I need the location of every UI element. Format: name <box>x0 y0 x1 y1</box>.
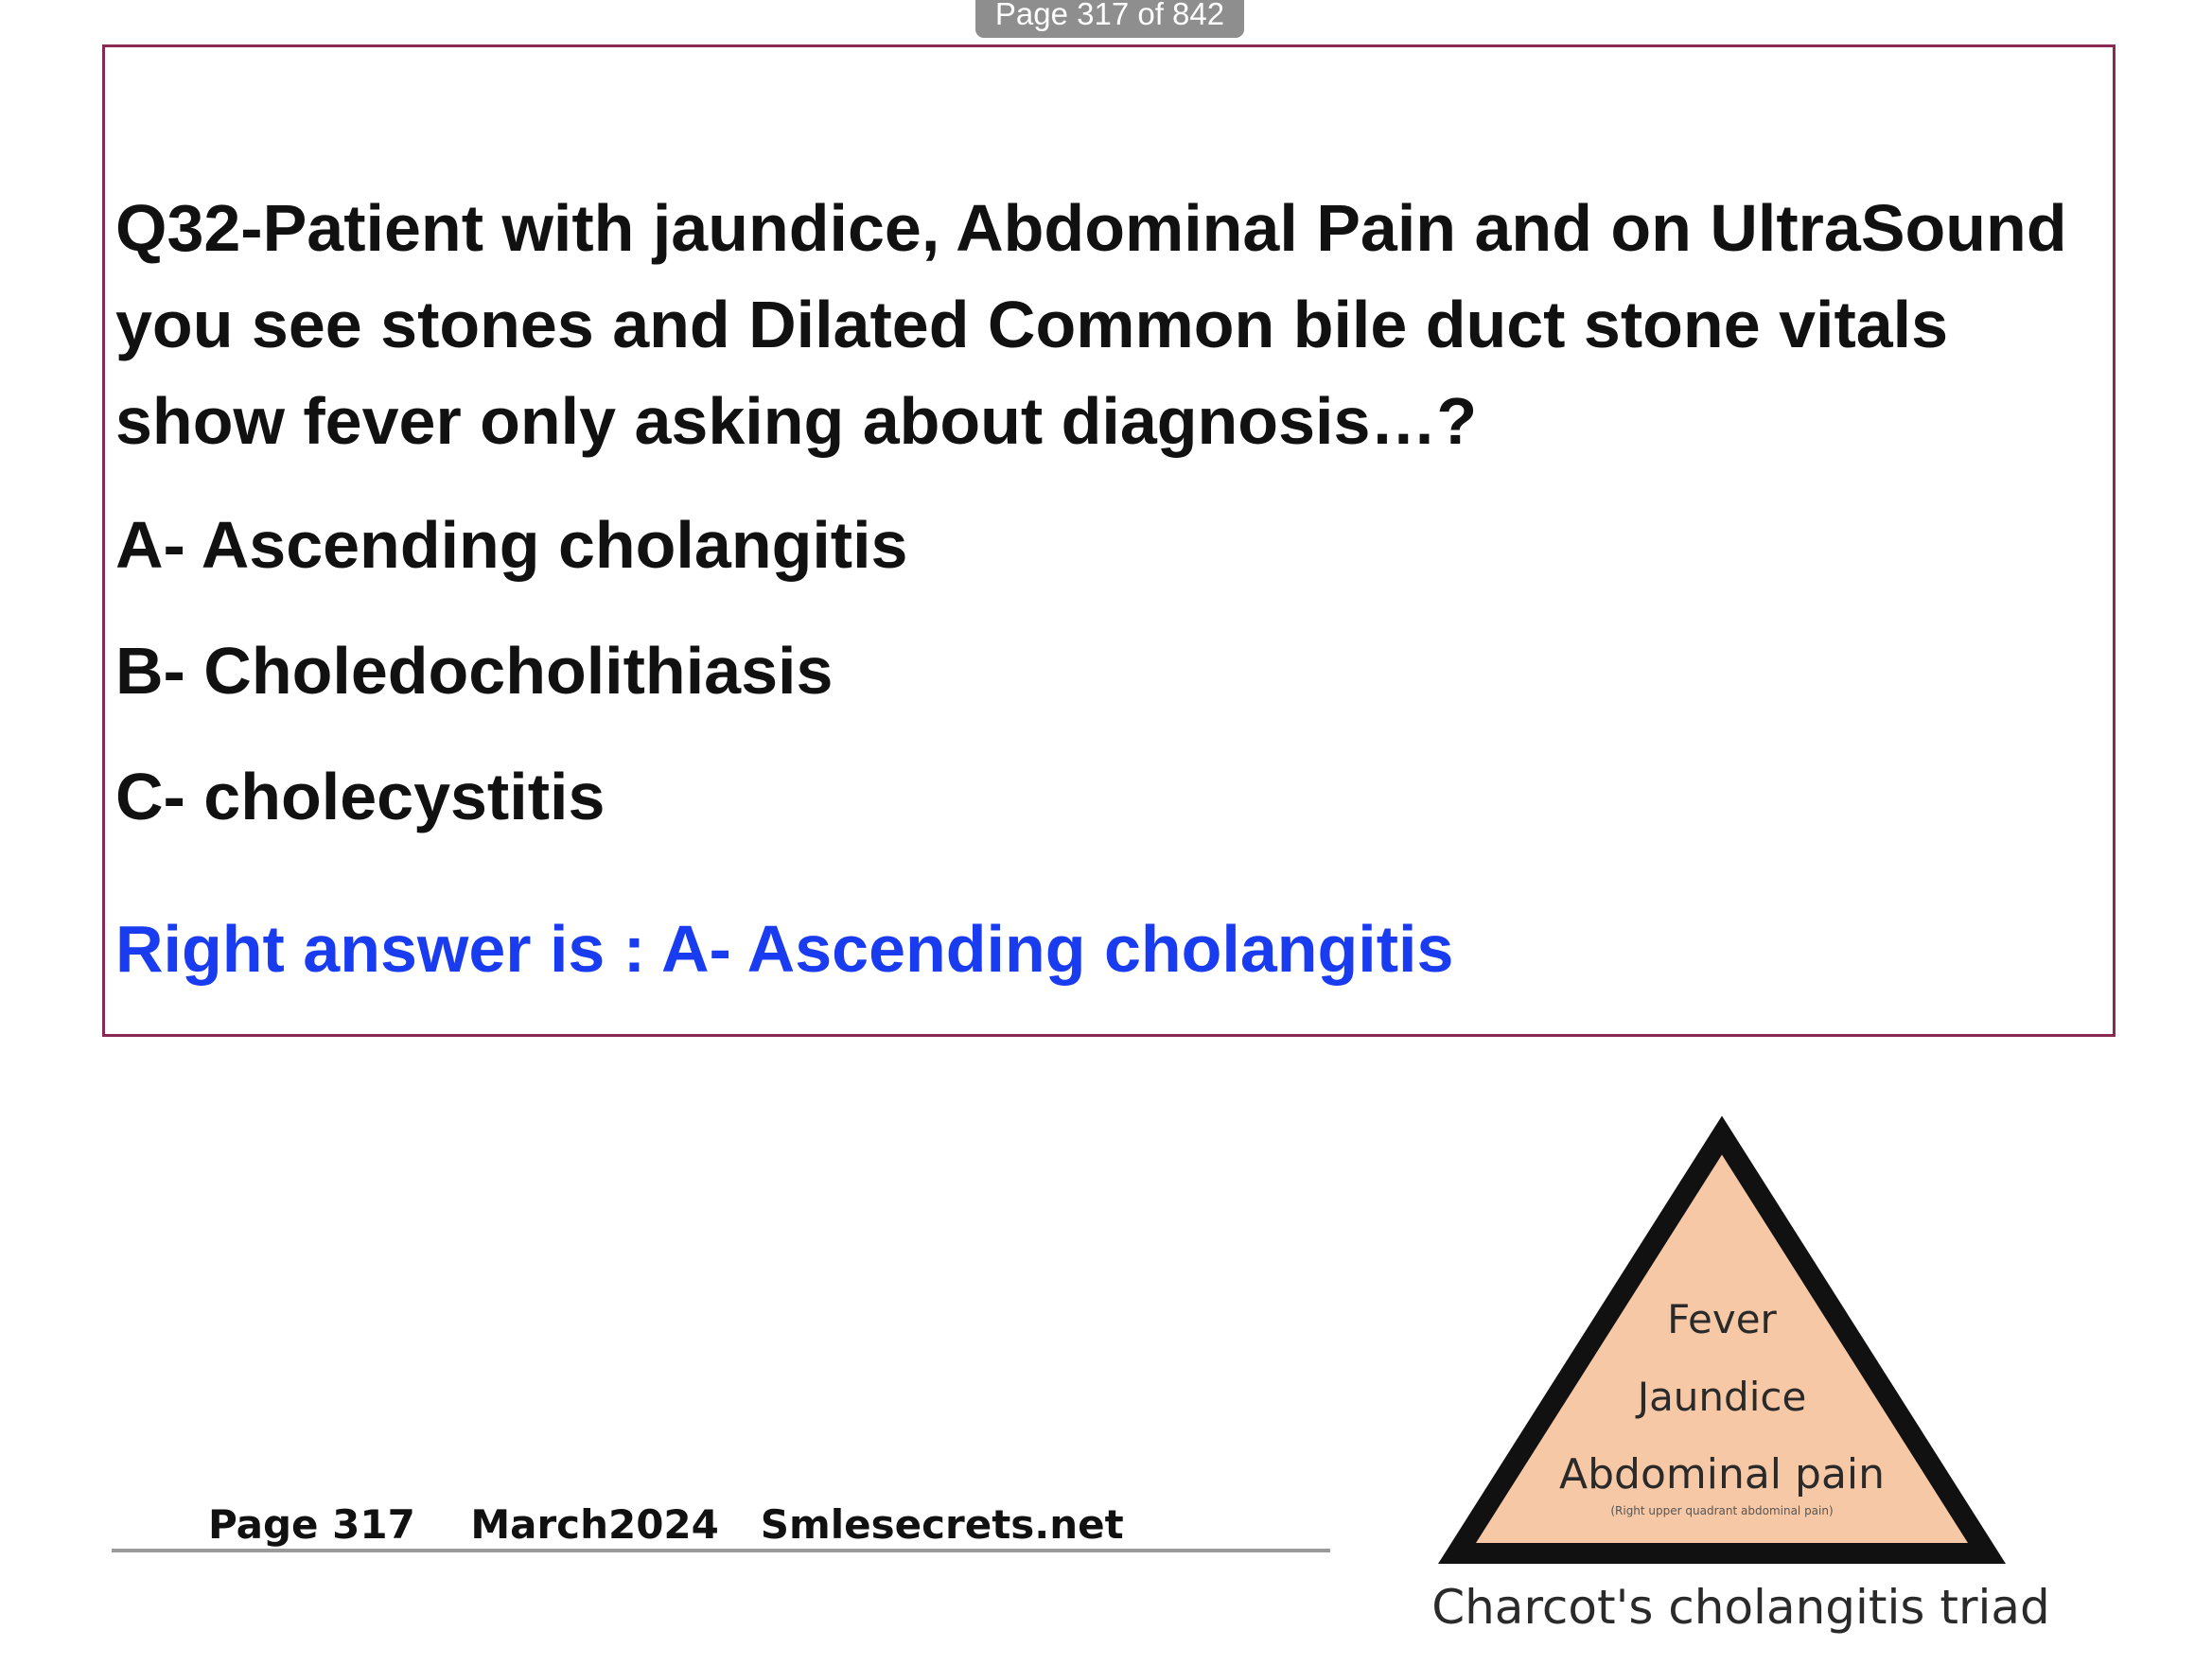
page-footer: Page 317 March2024 Smlesecrets.net <box>208 1501 1124 1548</box>
page-indicator: Page 317 of 842 <box>975 0 1244 38</box>
option-a: A- Ascending cholangitis <box>115 508 908 582</box>
triad-caption: Charcot's cholangitis triad <box>1431 1580 2050 1635</box>
triad-label-abdominal-pain-detail: (Right upper quadrant abdominal pain) <box>1610 1504 1834 1517</box>
option-b: B- Choledocholithiasis <box>115 634 834 708</box>
question-text: Q32-Patient with jaundice, Abdominal Pain and on UltraSound you see stones and Dilated Common bile duct stone vitals show fever only asking about diagnosis…? <box>115 191 2067 458</box>
footer-rule <box>112 1549 1330 1552</box>
triad-label-abdominal-pain: Abdominal pain <box>1558 1450 1886 1498</box>
triad-label-jaundice: Jaundice <box>1637 1374 1807 1420</box>
option-c: C- cholecystitis <box>115 760 606 833</box>
charcot-triad-figure <box>1400 1107 2081 1637</box>
triad-label-fever: Fever <box>1667 1296 1777 1342</box>
right-answer: Right answer is : A- Ascending cholangitis <box>115 912 1454 986</box>
